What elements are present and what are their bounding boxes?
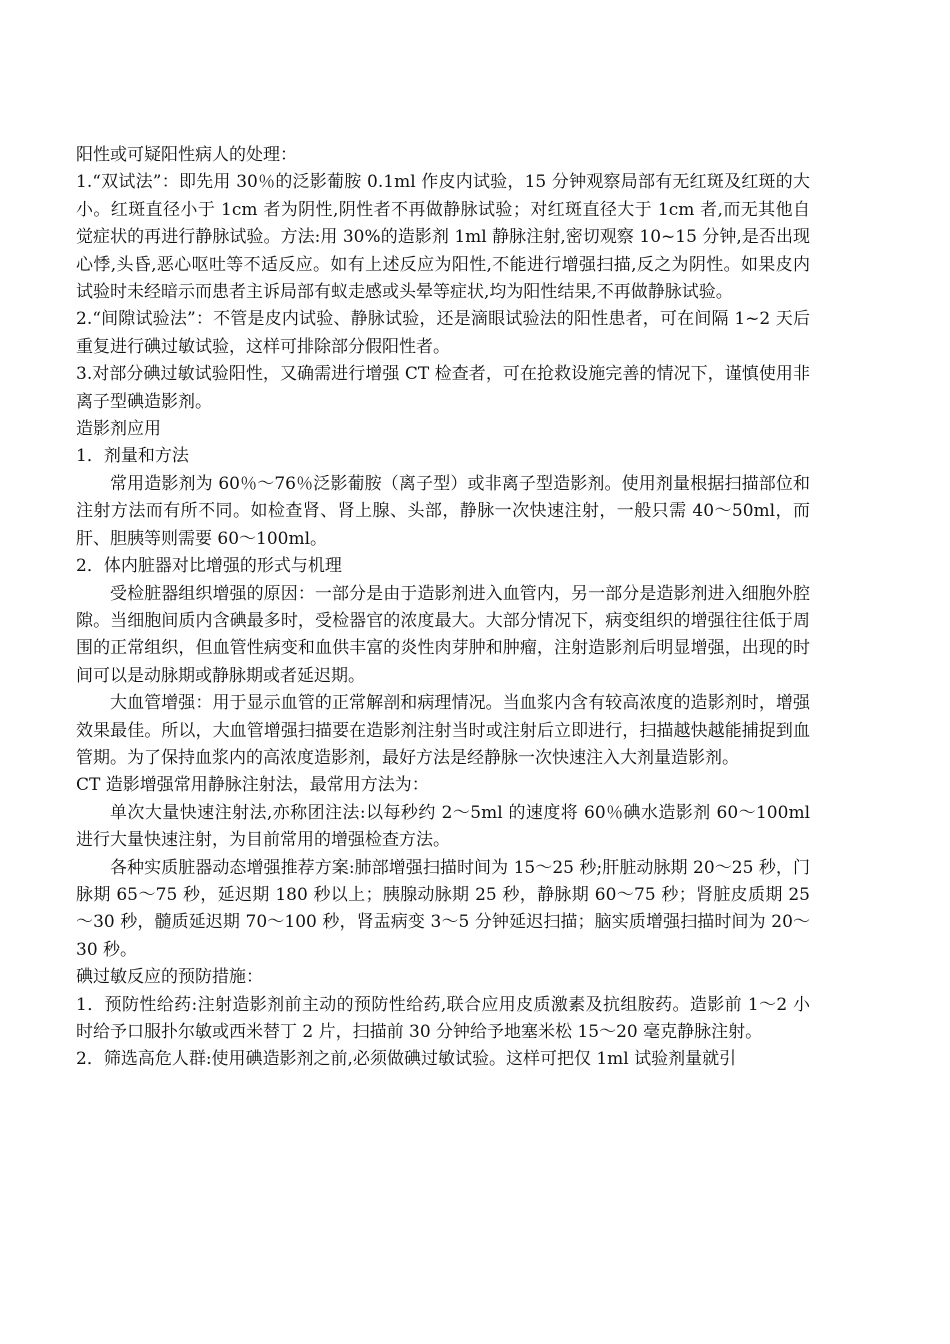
paragraph-high-risk-screening: 2．筛选高危人群:使用碘造影剂之前,必须做碘过敏试验。这样可把仅 1ml 试验剂量就引 xyxy=(76,1049,737,1070)
paragraph-double-test: 1.“双试法”：即先用 30％的泛影葡胺 0.1ml 作皮内试验，15 分钟观察局部有无红斑及红斑的大小。红斑直径小于 1cm 者为阴性,阴性者不再做静脉试验；对红斑直径大于 1cm 者,而无其他自觉症状的再进行静脉试验。方法:用 30%的造影剂 1ml 静脉注射,密切观察 10~15 分钟,是否出现心悸,头昏,恶心呕吐等不适反应。如有上述反应为阳性,不能进行增强扫描,反之为阴性。如果皮内试验时未经暗示而患者主诉局部有蚁走感或头晕等症状,均为阳性结果,不再做静脉试验。 xyxy=(76,172,810,303)
heading-positive-handling: 阳性或可疑阳性病人的处理： xyxy=(76,145,297,165)
paragraph-vessel-enhancement: 大血管增强：用于显示血管的正常解剖和病理情况。当血浆内含有较高浓度的造影剂时，增强效果最佳。所以，大血管增强扫描要在造影剂注射当时或注射后立即进行，扫描越快越能捕捉到血管期。为了保持血浆内的高浓度造影剂，最好方法是经静脉一次快速注入大剂量造影剂。 xyxy=(76,693,810,768)
document-page xyxy=(76,142,810,1074)
paragraph-dynamic-scheme: 各种实质脏器动态增强推荐方案:肺部增强扫描时间为 15～25 秒;肝脏动脉期 20～25 秒，门脉期 65～75 秒，延迟期 180 秒以上；胰腺动脉期 25 秒，静脉期 60～75 秒；肾脏皮质期 25～30 秒，髓质延迟期 70～100 秒，肾盂病变 3～5 分钟延迟扫描；脑实质增强扫描时间为 20～30 秒。 xyxy=(76,857,810,960)
paragraph-organ-enhancement: 受检脏器组织增强的原因：一部分是由于造影剂进入血管内，另一部分是造影剂进入细胞外腔隙。当细胞间质内含碘最多时，受检器官的浓度最大。大部分情况下，病变组织的增强往往低于周围的正常组织，但血管性病变和血供丰富的炎性肉芽肿和肿瘤，注射造影剂后明显增强，出现的时间可以是动脉期或静脉期或者延迟期。 xyxy=(76,583,810,686)
paragraph-interval-test: 2.“间隙试验法”：不管是皮内试验、静脉试验，还是滴眼试验法的阳性患者，可在间隔 1~2 天后重复进行碘过敏试验，这样可排除部分假阳性者。 xyxy=(76,309,810,357)
heading-enhancement-mechanism: 2．体内脏器对比增强的形式与机理 xyxy=(76,556,342,577)
heading-ct-injection: CT 造影增强常用静脉注射法，最常用方法为： xyxy=(76,775,429,796)
paragraph-bolus-injection: 单次大量快速注射法,亦称团注法:以每秒约 2～5ml 的速度将 60％碘水造影剂 60～100ml 进行大量快速注射，为目前常用的增强检查方法。 xyxy=(76,802,810,851)
paragraph-dosage: 常用造影剂为 60％～76％泛影葡胺（离子型）或非离子型造影剂。使用剂量根据扫描部位和注射方法而有所不同。如检查肾、肾上腺、头部，静脉一次快速注射，一般只需 40～50ml，而肝、胆胰等则需要 60～100ml。 xyxy=(76,473,810,549)
paragraph-preventive-medication: 1．预防性给药:注射造影剂前主动的预防性给药,联合应用皮质激素及抗组胺药。造影前 1～2 小时给予口服扑尔敏或西米替丁 2 片，扫描前 30 分钟给予地塞米松 15～20 毫克静脉注射。 xyxy=(76,994,810,1042)
heading-contrast-application: 造影剂应用 xyxy=(76,419,161,440)
heading-dosage-method: 1．剂量和方法 xyxy=(76,446,189,467)
paragraph-nonionic-contrast: 3.对部分碘过敏试验阳性，又确需进行增强 CT 检查者，可在抢救设施完善的情况下，谨慎使用非离子型碘造影剂。 xyxy=(76,364,810,412)
heading-allergy-prevention: 碘过敏反应的预防措施： xyxy=(76,967,263,988)
